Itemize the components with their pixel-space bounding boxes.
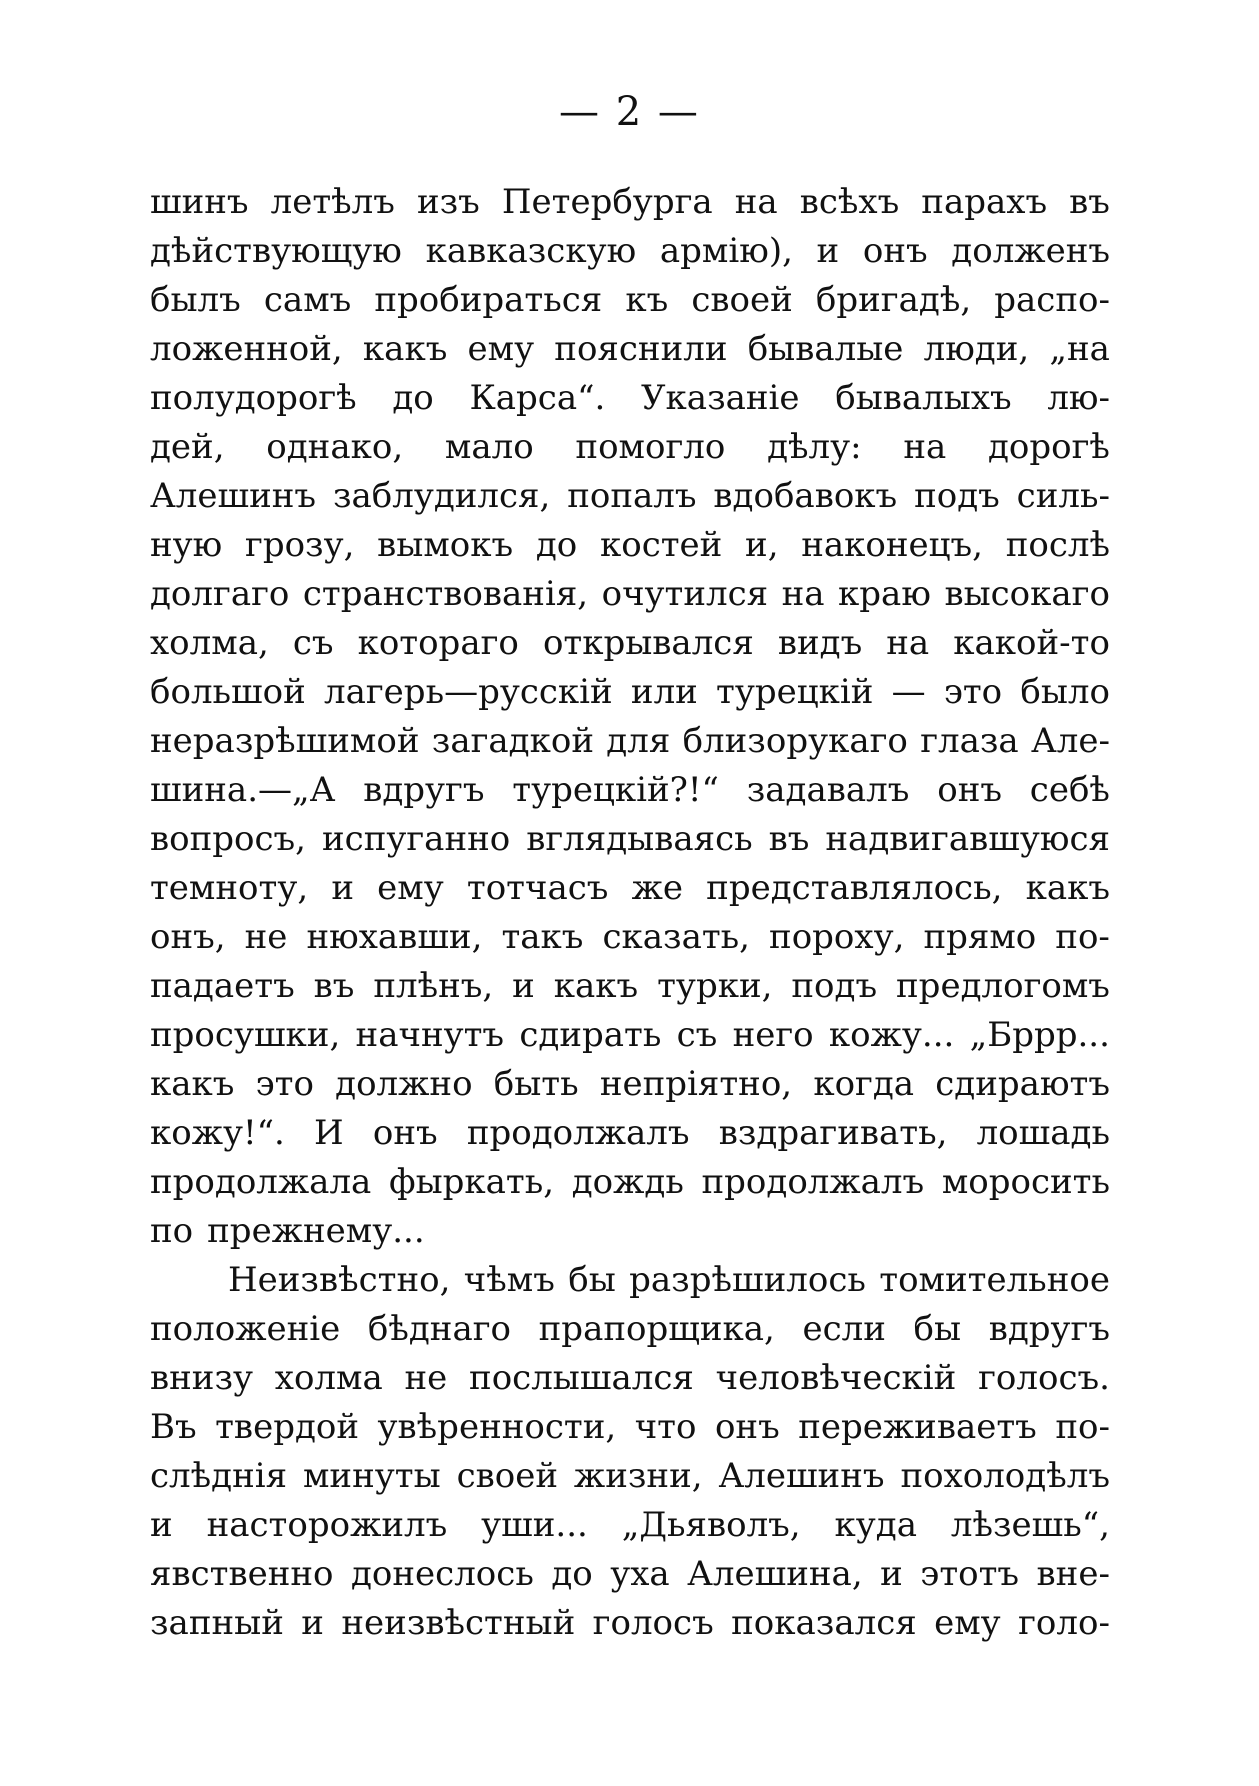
text-line: какъ это должно быть непріятно, когда сдираютъ bbox=[150, 1064, 1110, 1104]
text-line: запный и неизвѣстный голосъ показался ему голо- bbox=[150, 1603, 1110, 1643]
text-line: ложенной, какъ ему пояснили бывалые люди, „на bbox=[150, 329, 1110, 369]
text-line: шина.—„А вдругъ турецкій?!“ задавалъ онъ себѣ bbox=[150, 770, 1110, 810]
text-line: темноту, и ему тотчасъ же представлялось, какъ bbox=[150, 868, 1110, 908]
text-line: кожу!“. И онъ продолжалъ вздрагивать, лошадь bbox=[150, 1113, 1110, 1153]
text-line: Въ твердой увѣренности, что онъ переживаетъ по- bbox=[150, 1407, 1110, 1447]
text-line: вопросъ, испуганно вглядываясь въ надвигавшуюся bbox=[150, 819, 1110, 859]
paragraph bbox=[150, 1256, 1110, 1648]
text-line: дѣйствующую кавказскую армію), и онъ долженъ bbox=[150, 231, 1110, 271]
text-line: слѣднія минуты своей жизни, Алешинъ похолодѣлъ bbox=[150, 1456, 1110, 1496]
text-line: шинъ летѣлъ изъ Петербурга на всѣхъ парахъ въ bbox=[150, 182, 1110, 222]
text-line: ную грозу, вымокъ до костей и, наконецъ, послѣ bbox=[150, 525, 1110, 565]
text-line: явственно донеслось до уха Алешина, и этотъ вне- bbox=[150, 1554, 1110, 1594]
text-line: просушки, начнутъ сдирать съ него кожу... „Бррр... bbox=[150, 1015, 1110, 1055]
text-line: холма, съ котораго открывался видъ на какой-то bbox=[150, 623, 1110, 663]
text-line: внизу холма не послышался человѣческій голосъ. bbox=[150, 1358, 1110, 1398]
text-line: и насторожилъ уши... „Дьяволъ, куда лѣзешь“, bbox=[150, 1505, 1110, 1545]
text-line: по прежнему... bbox=[150, 1211, 425, 1251]
text-line: Алешинъ заблудился, попалъ вдобавокъ подъ силь- bbox=[150, 476, 1110, 516]
text-line: онъ, не нюхавши, такъ сказать, пороху, прямо по- bbox=[150, 917, 1110, 957]
text-line: падаетъ въ плѣнъ, и какъ турки, подъ предлогомъ bbox=[150, 966, 1110, 1006]
body-text bbox=[150, 178, 1110, 1648]
text-line: былъ самъ пробираться къ своей бригадѣ, распо- bbox=[150, 280, 1110, 320]
text-line: дей, однако, мало помогло дѣлу: на дорогѣ bbox=[150, 427, 1110, 467]
page-number: — 2 — bbox=[559, 89, 700, 135]
text-line: положеніе бѣднаго прапорщика, если бы вдругъ bbox=[150, 1309, 1110, 1349]
text-line: долгаго странствованія, очутился на краю высокаго bbox=[150, 574, 1110, 614]
text-line: неразрѣшимой загадкой для близорукаго глаза Але- bbox=[150, 721, 1110, 761]
text-line: продолжала фыркать, дождь продолжалъ моросить bbox=[150, 1162, 1110, 1202]
paragraph bbox=[150, 178, 1110, 1256]
text-line: большой лагерь—русскій или турецкій — это было bbox=[150, 672, 1110, 712]
text-line: полудорогѣ до Карса“. Указаніе бывалыхъ лю- bbox=[150, 378, 1110, 418]
text-line: Неизвѣстно, чѣмъ бы разрѣшилось томительное bbox=[228, 1260, 1110, 1300]
